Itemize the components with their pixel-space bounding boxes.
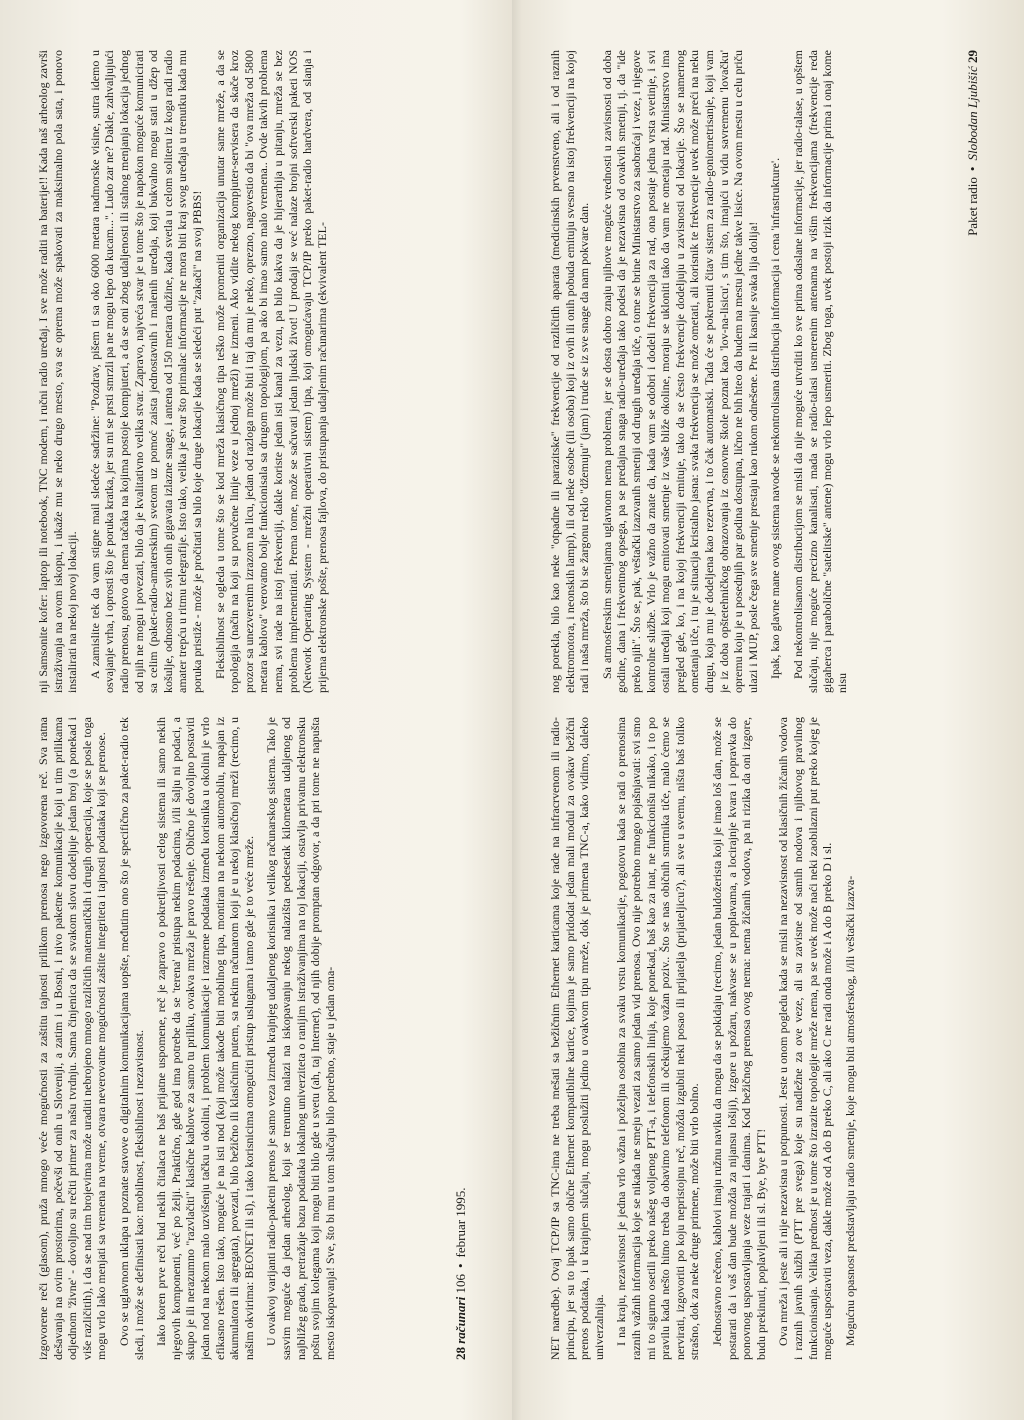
issue-date: februar 1995. xyxy=(453,1187,468,1258)
section-name: Paket radio xyxy=(965,177,980,236)
paragraph: U ovakvoj varijanti radio-paketni prenos je samo veza između krajnjeg udaljenog korisnika i velikog računarskog sistema. Tako je sasvim moguće da jedan arheolog, koji se trenutno nalazi na iskopavanju nekog nalazišta pedesetak kilometara udaljenog od najbližeg grada, pretražuje bazu podataka lokalnog univerziteta o ranijim istraživanjima na toj lokaciji, ostavlja privatnu elektronsku poštu svojim kolegama koji mogu biti bilo gde u svetu (ah, taj Internet), od njih dobije promptan odgovor, a da pri tome ne napušta mesto iskopavanja! Sve, što bi mu u tom slučaju bilo potrebno, staje u jedan oma- xyxy=(264,717,337,1360)
paragraph: Ovo se uglavnom uklapa u poznate stavove o digitalnim komunikacijama uopšte, međutim ono što je specifično za paket-radio tek sledi, i može se definisati kao: mobilnost, fleksibilnost i nezavisnost. xyxy=(116,717,146,1360)
paragraph: Fleksibilnost se ogleda u tome što se kod mreža klasičnog tipa teško može promeniti organizacija unutar same mreže, a da se topologija (način na koji su povučene linije veze u jednoj mreži) ne izmeni. Ako vidite nekog kompjuter-servisera da skače kroz prozor sa unezverenim izrazom na licu, jedan od razloga može biti i taj da mu je neko, oprezno, nagovestio da bi "ova mreža od 5800 metara kablova" verovatno bolje funkcionisala sa drugom topologijom, pa ako bi imao samo malo vremena.. Ovde takvih problema nema, svi rade na istoj frekvenciji, dakle koriste jedan isti kanal za vezu, pa bilo kakva da je hijerarhija u pitanju, mreža se bez problema implementirati. Prema tome, može se sačuvati jedan ljudski život! U prodaji se već nalaze brojni softverski paketi NOS (Network Operating System - mrežni operativni sistem) tipa, koji omogućavaju TCP/IP preko paket-radio hardvera, od slanja i prijema elektronske pošte, prenosa fajlova, do pristupanja udaljenim računarima (ekvivalent TEL- xyxy=(212,50,329,693)
paragraph: Sa atmosferskim smetnjama uglavnom nema problema, jer se dosta dobro znaju njihove moguće vrednosti u zavisnosti od doba godine, dana i frekventnog opsega, pa se predajna snaga radio-uređaja tako podesi da je nezavisna od ovakvih smetnji, tj. da "ide preko njih". Što se, pak, veštački izazvanih smetnji od drugih uređaja tiče, o tome se brine Ministarstvo za saobraćaj i veze, i njegove kontrolne službe. Vrlo je važno da znate da, kada vam se odobri i dodeli frekvencija za rad, ona postaje jedna vrsta svetinje, i svi ostali uređaji koji mogu emitovati smetnje iz vaše bliže okoline, moraju se ukloniti tako da vam ne ometaju rad. Ministarstvo ima pregled gde, ko, i na kojoj frekvenciji emituje, tako da se često frekvencije dodeljuju u zavisnosti od lokacije. Što se namernog ometanja tiče, i tu je situacija kristalno jasna: svaka frekvencija se može ometati, ali korisnik te frekvencije uvek može preći na neku drugu, koja mu je dodeljena kao rezervna, i to čak automatski. Tada će se pokrenuti čitav sistem za radio-goniometrisanje, koji vam je iz doba opštetehničkog obrazovanja iz osnovne škole poznat kao 'lov-na-lisicu', s tim što, imajući u vidu savremenu 'lovačku' opremu koju je u posednjih par godina dostupna, ličnо ne bih hteo da budem na mestu jedne takve lisice. Na ovom mestu u celu priču ulazi i MUP, posle čega sve smetnje prestaju kao rukom odnešene. Pre ili kasnije svaka lija dolija! xyxy=(599,50,760,693)
paragraph: NET naredbe). Ovaj TCP/IP sa TNC-ima ne treba mešati sa bežičnim Ethernet karticama koje rade na infracrvenom ili radio-principu, jer su to ipak samo obične Ethernet kompatibilne kartice, kojima je samo pridodat jedan mali modul za ovakav bežični prenos podataka, i u krajnjem slučaju, mogu poslužiti jedino u ovakvom tipu mreže, dok je primena TNC-a, kako vidimo, daleko univerzalnija. xyxy=(548,717,606,1360)
paragraph: Iako koren prve reči bud nekih čitalaca ne baš prijatne uspomene, reč je zapravo o pokretljivosti celog sistema ili samo nekih njegovih komponenti, već po želji. Praktično, gde god ima potrebe da se 'terena' pristupa nekim podacima, i/ili šalju ni podaci, a skupo je ili nerazumno "razvlačiti" klasične kablove za samo tu priliku, ovakva mreža je pravo rešenje. Obično je dovoljno postaviti jedan nod na nekom malo uzvišenju tačku u okolini, i problem komunikacije i razmene podataka između korisnika u okolini je vrlo efikasno rešen. Isto tako, moguće je na isti nod (koji može takođe biti mobilnog tipa, montiran na nekom automobilu, napajan iz akumulatora ili agregata), povezati, bilo bežično ili klasičnim putem, sa nekim računarom koji je u nekoj klasičnoj mreži (recimo, u našim okvirima: BEONET ili sl), i tako korisnicima omogućiti pristup uslugama i tamo gde je to veće mreže. xyxy=(154,717,256,1360)
right-page-footer xyxy=(960,50,986,1360)
paragraph: Jednostavno rečeno, kablovi imaju ružnu naviku da mogu da se pokidaju (recimo, jedan buldožerista koji je imao loš dan, može se postarati da i vaš dan bude možda za nijansu lošiji), izgore u požaru, nakvase se u poplavama, a locirajnje kvara i popravka do ponovnog uspostavljanja veze trajati i danima. Kod bežičnog prenosa ovog nema: nema žičanih vodova, pa ni rizika da oni izgore, budu prekinuti, poplavljeni ili sl. Bye, bye PTT! xyxy=(709,717,768,1360)
left-page-column-1 xyxy=(36,717,421,1360)
page-fold xyxy=(512,0,522,1420)
author-name: Slobodan Ljubišić xyxy=(965,66,980,161)
left-page-column-2 xyxy=(36,50,421,693)
left-page-footer xyxy=(448,50,474,1360)
issue-number: 106 xyxy=(453,1274,468,1294)
right-page-column-1 xyxy=(548,717,933,1360)
paragraph: nog porekla, bilo kao neke "otpadne ili parazitske" frekvencije od različitih aparata (medicinskih prvenstveno, ali i od raznih elektromotora, i neonskih lampi), ili od neke osobe (ili osoba) koji iz ovih ili onih pobuda emituju svesno na istoj frekvenciji na kojoj radi i naša mreža, što bi se žargonu reklo "džemuju" (jam) i trude se iz sve snage da nam pokvare dan. xyxy=(548,50,592,693)
left-page xyxy=(18,20,488,1400)
paragraph: Mogućnu opasnost predstavljaju radio smetnje, koje mogu biti atmosferskog, i/ili veštački izazva- xyxy=(842,875,857,1346)
left-page-columns xyxy=(36,50,421,1360)
paragraph: Pod nekontrolisanom distribucijom se misli da nije moguće utvrditi ko sve prima odaslane informacije, jer radio-talase, u opštem slučaju, nije moguće precizno kanalisati, mada se radio-talasi usmerenim antenama na višim frekvencijama (frekvencije reda gigaherca i parabolične "satelitske" antene) mogu vrlo lepo usmeriti. Zbog toga, uvek postoji rizik da informacije prima i onaj kome nisu xyxy=(790,50,849,693)
paragraph: I na kraju, nezavisnost je jedna vrlo važna i poželjna osobina za svaku vrstu komunikacije, pogotovu kada se radi o prenosima raznih važnih informacija koje se nikada ne smeju vezati za samo jedan vid prenosa. Ovo nije potrebno mnogo pojašnjavati: svi smo mi to sigurno osetili preko našeg voljenog PTT-a, i telefonskih linija, koje ponekad, baš kao za inat, ne funkcionišu nikako, i to po pravilu kada nešto hitno treba da obavimo telefonom ili očekujemo važan poziv.. Što se nas običnih smrtnika tiče, malo ćemo se nervirati, izgovoriti po koju nepristojnu reč, možda izgubiti neki posao ili prijatelja (prijateljicu?), ali sve u svemu, ništa baš toliko strašno, dok za neke druge primene, može biti vrlo bolno. xyxy=(614,717,702,1360)
magazine-name: računari xyxy=(453,1296,468,1344)
paragraph: Ova mreža i jeste ali i nije nezavisna u potpunosti. Jeste u onom pogledu kada se misli na nezavisnost od klasičnih žičanih vodova i raznih javnih službi (PTT pre svega) koje su nadležne za ove veze, ali su zavisne od samih nodova i njihovog pravilnog funkcionisanja. Velika prednost je u tome što izrazite topologije mreže nema, pa se uvek može naći neki zaobilazni put preko kojeg je moguće uspostaviti veza, dakle može od A do B preko C, ali ako C ne radi onda može i A do B preko D i sl. xyxy=(776,717,835,1360)
page-number: 29 xyxy=(965,50,980,63)
right-page-columns xyxy=(548,50,933,1360)
paragraph: Ipak, kao glavne mane ovog sistema navode se nekontrolisana distribucija informacija i cena 'infrastrukture'. xyxy=(768,157,783,679)
paragraph: izgovorene reči (glasom), pruža mnogo veće mogućnosti za zaštitu tajnosti prilikom prenosa nego izgovorena reč. Sva ratna dešavanja na ovim prostorima, počevši od onih u Sloveniji, a zatim i u Bosni, i nivo paketne komunikacije koji u tim prilikama odjednom 'živne' - dovoljno su rečiti primer za našu tvrdnju. Sama činjenica da se svakom slovu dodeljuje jedan broj (a ponekad i više različitih), i da se nad tim brojevima može uraditi nebrojeno mnogo različitih matematičkih i drugih operacija, koje se posle toga mogu vrlo lako menjati sa vremena na vreme, otvara neverovatne mogućnosti zaštite integriteta i tajnosti podataka koji se prenose. xyxy=(36,717,109,1360)
page-number: 28 xyxy=(453,1347,468,1360)
paragraph: A zamislite tek da vam stigne mail sledeće sadržine: "Pozdrav, pišem ti sa oko 6000 metara nadmorske visine, sutra idemo u osvajanje vrha, i oprosti što je poruka kratka, jer su mi se prsti smrzli pa ne mogu lepo da kucam...". Ludo zar ne? Dakle, zahvaljujući radio prenosu, gotovo da nema tačaka na kojima postoje kompjuteri, a da se oni zbog udaljenosti ili stalnog menjanja lokacija jednog od njih ne mogu i povezati, bilo da je kvalitativno velika stvar. Zapravo, najveća stvar je u tome što je napokon moguće komunicirati sa celim (paket-radio-amaterskim) svetom uz pomoć zaista jednostavnih i malenih uređaja, koji bukvalno mogu stati u džep od košulje, odnosno bez svih onih gigavata izlazne snage, i antena od 150 metara dužine, kada svetla u celom soliteru iz koga radi radio amater trepću u ritmu telegrafije. Isto tako, velika je stvar što primalac informacije ne mora biti kraj svog uređaja u trenutku kada mu poruka pristiže - može je pročitati sa bilo koje druge lokacije kada se sledeći put "zakači" na svoj PBBS! xyxy=(87,50,204,693)
footer-separator: • xyxy=(453,1263,468,1269)
paragraph: nji Samsonite kofer: laptop ili notebook, TNC modem, i ručni radio uređaj. I sve može raditi na baterije!! Kada naš arheolog završi istraživanja na ovom iskopu, i ukaže mu se neko drugo mesto, sva se oprema može spakovati za maksimalno pola sata, i ponovo instalirati na nekoj novoj lokaciji. xyxy=(36,50,80,693)
footer-separator: • xyxy=(965,166,980,172)
right-page-column-2 xyxy=(548,50,933,693)
right-page xyxy=(530,20,1000,1400)
